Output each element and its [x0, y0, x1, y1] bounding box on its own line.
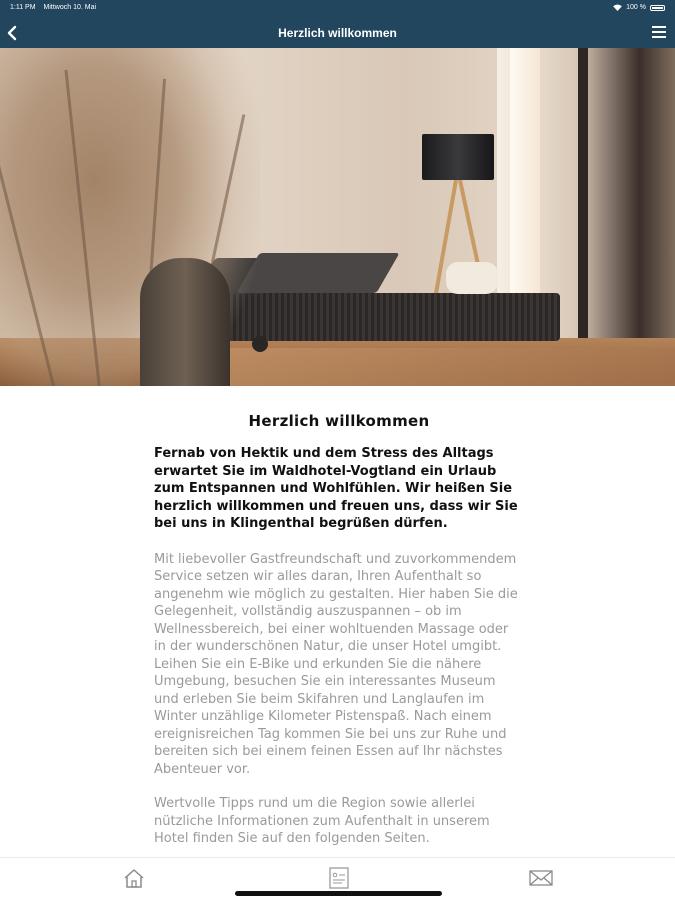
hero-window [510, 48, 540, 333]
hero-towel [446, 262, 498, 294]
article-heading: Herzlich willkommen [248, 412, 430, 430]
mail-icon[interactable] [529, 867, 553, 889]
article-paragraph: Wertvolle Tipps rund um die Region sowie allerlei nützliche Informationen zum Aufenthalt in unserem Hotel finden Sie auf den folgenden Seiten. [154, 796, 490, 846]
battery-icon [650, 5, 665, 11]
hero-lounger-base [215, 293, 560, 341]
home-indicator[interactable] [235, 891, 442, 896]
home-icon[interactable] [122, 867, 146, 889]
page-title: Herzlich willkommen [278, 26, 397, 40]
hero-door-frame [578, 48, 588, 338]
battery-percent: 100 % [626, 4, 646, 11]
status-time: 1:11 PM [10, 4, 36, 11]
wifi-icon [613, 4, 622, 11]
hero-lamp-shade [422, 134, 494, 180]
hamburger-menu-icon[interactable] [651, 25, 667, 39]
nav-bar [0, 17, 675, 48]
hero-lounger-cushion [236, 253, 399, 293]
status-date: Mittwoch 10. Mai [43, 4, 97, 11]
article [154, 386, 524, 848]
hero-image [0, 48, 675, 386]
article-lead: Fernab von Hektik und dem Stress des Alltags erwartet Sie im Waldhotel-Vogtland ein Urlaub zum Entspannen und Wohlfühlen. Wir heißen Sie herzlich willkommen und freuen uns, dass wir Sie bei uns in Klingenthal begrüßen dürfen. [154, 446, 518, 531]
article-paragraph: Mit liebevoller Gastfreundschaft und zuvorkommendem Service setzen wir alles daran, Ihren Aufenthalt so angenehm wie möglich zu gestalten. Hier haben Sie die Gelegenheit, vollständig auszuspannen – ob im Wellnessbereich, bei einer wohltuenden Massage oder in der wunderschönen Natur, die unser Hotel umgibt. Leihen Sie ein E-Bike und erkunden Sie die nähere Umgebung, besuchen Sie ein interessantes Museum und erleben Sie beim Skifahren und Langlaufen im Winter unzählige Kilometer Pistenspaß. Nach einem ereignisreichen Tag kommen Sie bei uns zur Ruhe und bereiten sich bei einem feinen Essen auf Ihr nächstes Abenteuer vor. [154, 551, 518, 777]
document-icon[interactable] [327, 867, 351, 889]
status-bar [0, 0, 675, 17]
hero-sculpture [140, 258, 230, 386]
